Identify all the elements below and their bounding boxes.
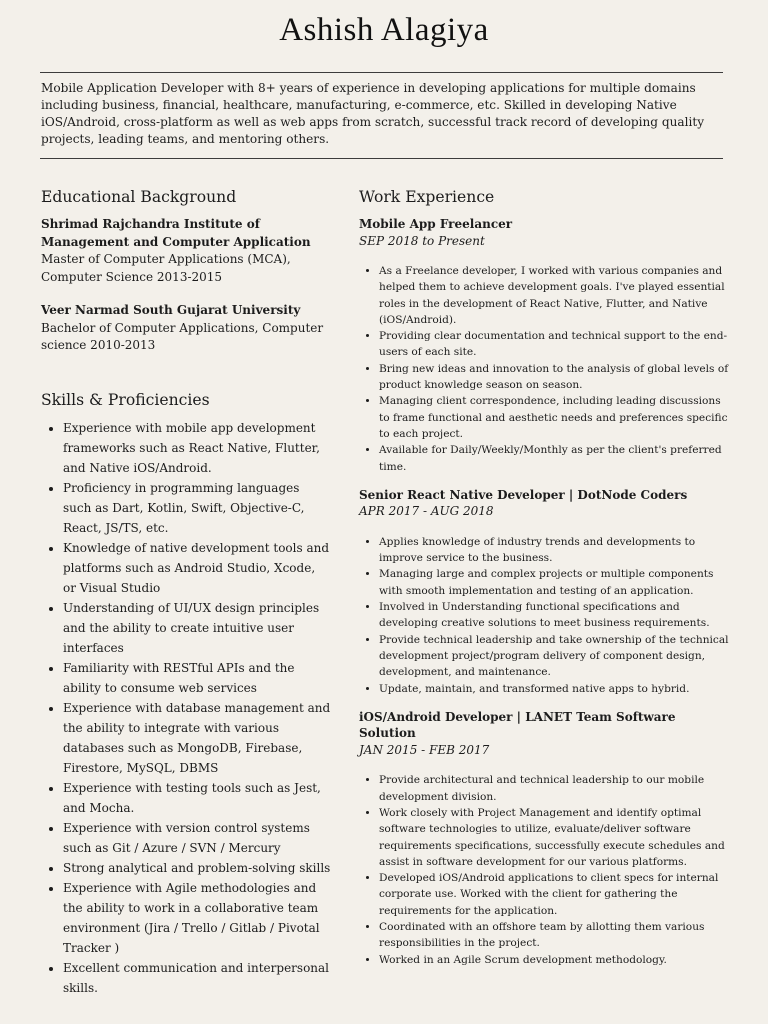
job-dates: APR 2017 - AUG 2018 <box>359 504 494 519</box>
education-detail: Bachelor of Computer Applications, Computer science 2010-2013 <box>41 320 324 352</box>
skill-item: • Experience with Agile methodologies and the ability to work in a collaborative team environment (Jira / Trello / Gitlab / Pivotal Tracker ) <box>63 878 331 958</box>
duty-item: • Managing large and complex projects or multiple components with smooth implementation and testing of an application. <box>379 566 731 599</box>
left-column <box>41 186 331 998</box>
skill-item: • Excellent communication and interpersonal skills. <box>63 958 331 998</box>
header-divider-top <box>40 72 723 73</box>
duty-item: • Managing client correspondence, including leading discussions to frame functional and aesthetic needs and preferences specific to each project. <box>379 393 731 442</box>
skill-item: • Understanding of UI/UX design principles and the ability to create intuitive user interfaces <box>63 598 331 658</box>
job-duties-list <box>359 772 731 968</box>
job-entry <box>359 487 731 697</box>
skill-item: • Experience with testing tools such as Jest, and Mocha. <box>63 778 331 818</box>
job-entry <box>359 216 731 475</box>
skill-item: • Familiarity with RESTful APIs and the ability to consume web services <box>63 658 331 698</box>
duty-item: • Applies knowledge of industry trends and developments to improve service to the business. <box>379 534 731 567</box>
summary-paragraph: Mobile Application Developer with 8+ years of experience in developing applications for multiple domains including business, financial, healthcare, manufacturing, e-commerce, etc. Skilled in developing Native iOS/Android, cross-platform as well as web apps from scratch, successful track record of developing quality projects, leading teams, and mentoring others. <box>41 81 705 147</box>
duty-item: • Involved in Understanding functional specifications and developing creative solutions to meet business requirements. <box>379 599 731 632</box>
skill-item: • Experience with database management and the ability to integrate with various databases such as MongoDB, Firebase, Firestore, MySQL, DBMS <box>63 698 331 778</box>
job-title: iOS/Android Developer | LANET Team Software Solution <box>359 709 676 741</box>
duty-item: • As a Freelance developer, I worked with various companies and helped them to achieve development goals. I've played essential roles in the development of React Native, Flutter, and Native (iOS/Android). <box>379 263 731 328</box>
duty-item: • Provide technical leadership and take ownership of the technical development project/program delivery of component design, development, and maintenance. <box>379 632 731 681</box>
right-column <box>359 186 731 968</box>
duty-item: • Available for Daily/Weekly/Monthly as per the client's preferred time. <box>379 442 731 475</box>
education-entry <box>41 302 331 355</box>
job-entry <box>359 709 731 968</box>
skill-item: • Experience with version control systems such as Git / Azure / SVN / Mercury <box>63 818 331 858</box>
duty-item: • Work closely with Project Management and identify optimal software technologies to utilize, evaluate/deliver software requirements specifications, successfully execute schedules and assist in software development for our various platforms. <box>379 805 731 870</box>
duty-item: • Update, maintain, and transformed native apps to hybrid. <box>379 681 731 697</box>
skill-item: • Experience with mobile app development frameworks such as React Native, Flutter, and Native iOS/Android. <box>63 418 331 478</box>
duty-item: • Worked in an Agile Scrum development methodology. <box>379 952 731 968</box>
duty-item: • Providing clear documentation and technical support to the end-users of each site. <box>379 328 731 361</box>
job-dates: JAN 2015 - FEB 2017 <box>359 742 490 757</box>
skills-list <box>41 418 331 998</box>
job-title: Senior React Native Developer | DotNode Coders <box>359 487 688 502</box>
job-duties-list <box>359 263 731 475</box>
job-title: Mobile App Freelancer <box>359 217 513 231</box>
job-dates: SEP 2018 to Present <box>359 233 485 248</box>
work-heading: Work Experience <box>359 188 495 206</box>
job-duties-list <box>359 534 731 697</box>
education-heading: Educational Background <box>41 188 237 206</box>
education-school: Shrimad Rajchandra Institute of Management and Computer Application <box>41 217 311 249</box>
skill-item: • Proficiency in programming languages such as Dart, Kotlin, Swift, Objective-C, React, JS/TS, etc. <box>63 478 331 538</box>
education-school: Veer Narmad South Gujarat University <box>41 303 301 317</box>
duty-item: • Provide architectural and technical leadership to our mobile development division. <box>379 772 731 805</box>
education-entry <box>41 216 331 286</box>
skills-heading: Skills & Proficiencies <box>41 390 210 409</box>
skill-item: • Knowledge of native development tools and platforms such as Android Studio, Xcode, or Visual Studio <box>63 538 331 598</box>
header-divider-bottom <box>40 158 723 159</box>
skill-item: • Strong analytical and problem-solving skills <box>63 858 331 878</box>
duty-item: • Developed iOS/Android applications to client specs for internal corporate use. Worked with the client for gathering the requirements for the application. <box>379 870 731 919</box>
resume-name: Ashish Alagiya <box>279 12 489 48</box>
duty-item: • Bring new ideas and innovation to the analysis of global levels of product knowledge season on season. <box>379 361 731 394</box>
education-detail: Master of Computer Applications (MCA), Computer Science 2013-2015 <box>41 252 291 284</box>
duty-item: • Coordinated with an offshore team by allotting them various responsibilities in the project. <box>379 919 731 952</box>
